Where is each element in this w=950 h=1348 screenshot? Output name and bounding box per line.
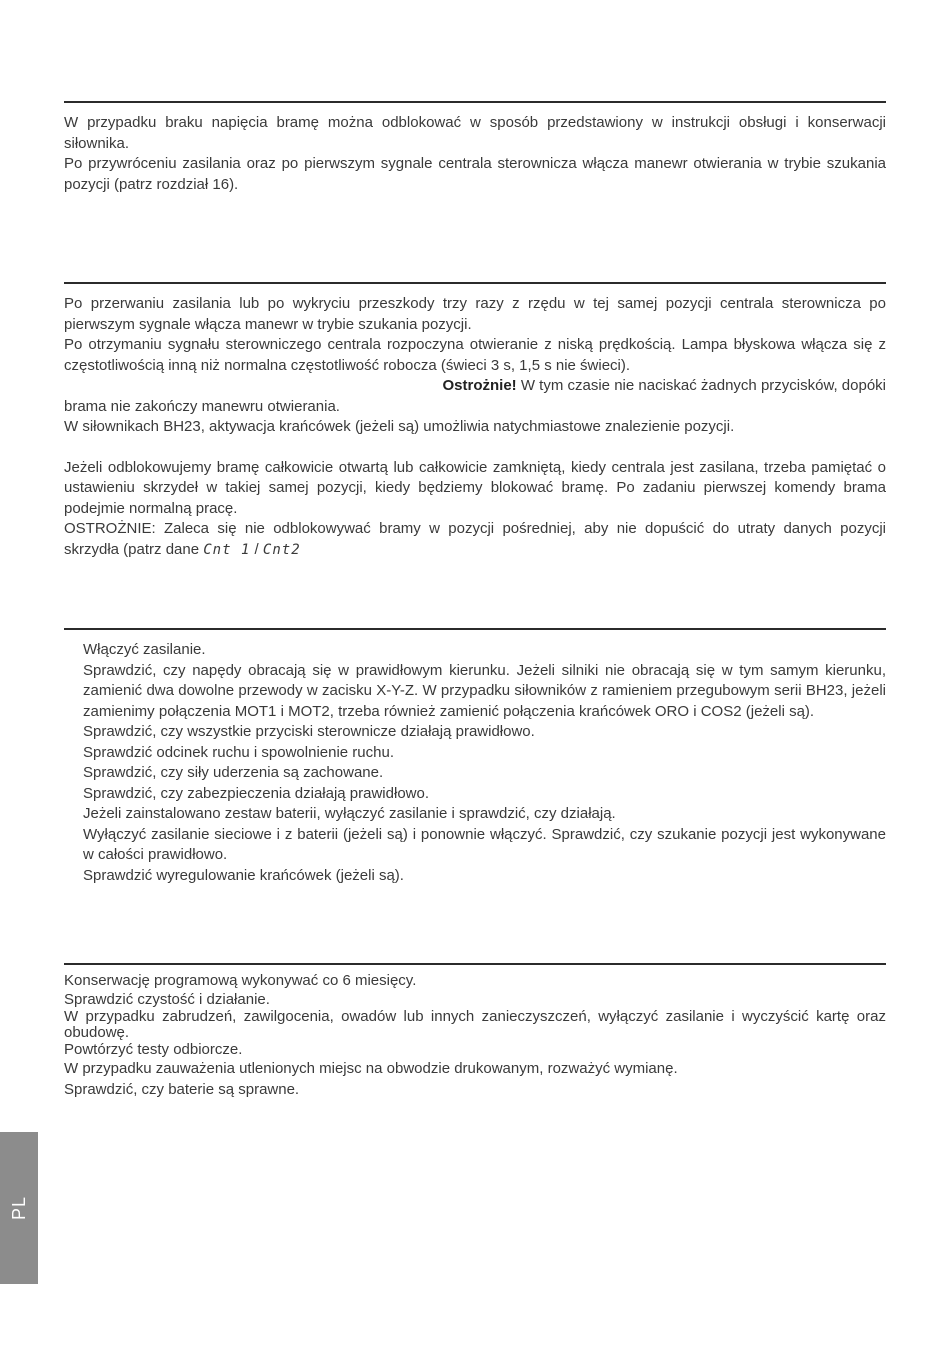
list-item: Jeżeli zainstalowano zestaw baterii, wyłączyć zasilanie i sprawdzić, czy działają. (83, 805, 616, 822)
section-power-failure (64, 113, 886, 195)
warning-label: Ostrożnie! (442, 377, 517, 394)
list-item: Wyłączyć zasilanie sieciowe i z baterii (jeżeli są) i ponownie włączyć. Sprawdzić, czy szukanie pozycji jest wykonywane w całości prawidłowo. (83, 825, 886, 863)
paragraph: OSTROŻNIE: Zaleca się nie odblokowywać bramy w pozycji pośredniej, aby nie dopuścić do utraty danych pozycji (64, 520, 886, 537)
paragraph: W siłownikach BH23, aktywacja krańcówek (jeżeli są) umożliwia natychmiastowe znalezienie pozycji. (64, 418, 735, 435)
section-divider-4 (64, 963, 886, 965)
list-item: Sprawdzić wyregulowanie krańcówek (jeżeli są). (83, 866, 404, 884)
lcd-code-cnt2: Cnt2 (262, 541, 301, 558)
paragraph: Jeżeli odblokowujemy bramę całkowicie otwartą lub całkowicie zamkniętą, kiedy centrala jest zasilana, trzeba pamiętać o ustawieniu skrzydeł w takiej samej pozycji, kiedy będziemy blokować bramę. Po zadaniu pierwszej komendy brama podejmie normalną pracę. (64, 458, 886, 517)
list-item: Sprawdzić odcinek ruchu i spowolnienie ruchu. (83, 743, 395, 761)
paragraph: Po przywróceniu zasilania oraz po pierwszym sygnale centrala sterownicza włącza manewr otwierania w trybie szukania pozycji (patrz rozdział 16). (64, 155, 886, 193)
list-item: Sprawdzić, czy baterie są sprawne. (64, 1081, 300, 1098)
lcd-code-cnt1: Cnt 1 (203, 541, 251, 558)
paragraph: Po przerwaniu zasilania lub po wykryciu przeszkody trzy razy z rzędu w tej samej pozycji centrala sterownicza po pierwszym sygnale włącza manewr w trybie szukania pozycji. (64, 295, 886, 333)
paragraph: Po otrzymaniu sygnału sterowniczego centrala rozpoczyna otwieranie z niską prędkością. Lampa błyskowa włącza się z częstotliwością inną niż normalna częstotliwość robocza (świeci 3 s, 1,5 s nie świeci). (64, 336, 886, 374)
warning-text: W tym czasie nie naciskać żadnych przycisków, dopóki (516, 377, 886, 394)
paragraph: brama nie zakończy manewru otwierania. (64, 397, 340, 415)
text: skrzydła (patrz dane (64, 540, 204, 558)
list-item: Sprawdzić, czy napędy obracają się w prawidłowym kierunku. Jeżeli silniki nie obracają się w tym samym kierunku, zamienić dwa dowolne przewody w zacisku X-Y-Z. W przypadku siłowników z ramieniem przegubowym serii BH23, jeżeli zamienimy połączenia MOT1 i MOT2, trzeba również zamienić połączenia krańcówek ORO i COS2 (jeżeli są). (83, 661, 886, 720)
list-item: Konserwację programową wykonywać co 6 miesięcy. (64, 972, 417, 989)
list-item: Sprawdzić, czy wszystkie przyciski sterownicze działają prawidłowo. (83, 723, 535, 740)
list-item: W przypadku zabrudzeń, zawilgocenia, owadów lub innych zanieczyszczeń, wyłączyć zasilanie i wyczyścić kartę oraz obudowę. (64, 1008, 886, 1041)
list-item: W przypadku zauważenia utlenionych miejsc na obwodzie drukowanym, rozważyć wymianę. (64, 1059, 678, 1077)
paragraph-lcd-ref (64, 540, 886, 561)
list-item: Sprawdzić czystość i działanie. (64, 990, 270, 1008)
section-acceptance-tests (83, 640, 886, 886)
section-divider-1 (64, 101, 886, 103)
paragraph: W przypadku braku napięcia bramę można odblokować w sposób przedstawiony w instrukcji obsługi i konserwacji siłownika. (64, 114, 886, 152)
separator: / (250, 540, 263, 558)
list-item: Sprawdzić, czy siły uderzenia są zachowane. (83, 764, 384, 781)
warning-line (64, 376, 886, 397)
language-tab-label: PL (8, 1195, 29, 1221)
section-divider-2 (64, 282, 886, 284)
section-position-search (64, 294, 886, 560)
section-divider-3 (64, 628, 886, 630)
language-tab (0, 1132, 38, 1284)
list-item: Sprawdzić, czy zabezpieczenia działają prawidłowo. (83, 784, 430, 802)
list-item: Powtórzyć testy odbiorcze. (64, 1041, 243, 1058)
section-maintenance (64, 972, 886, 1100)
list-item: Włączyć zasilanie. (83, 641, 206, 658)
